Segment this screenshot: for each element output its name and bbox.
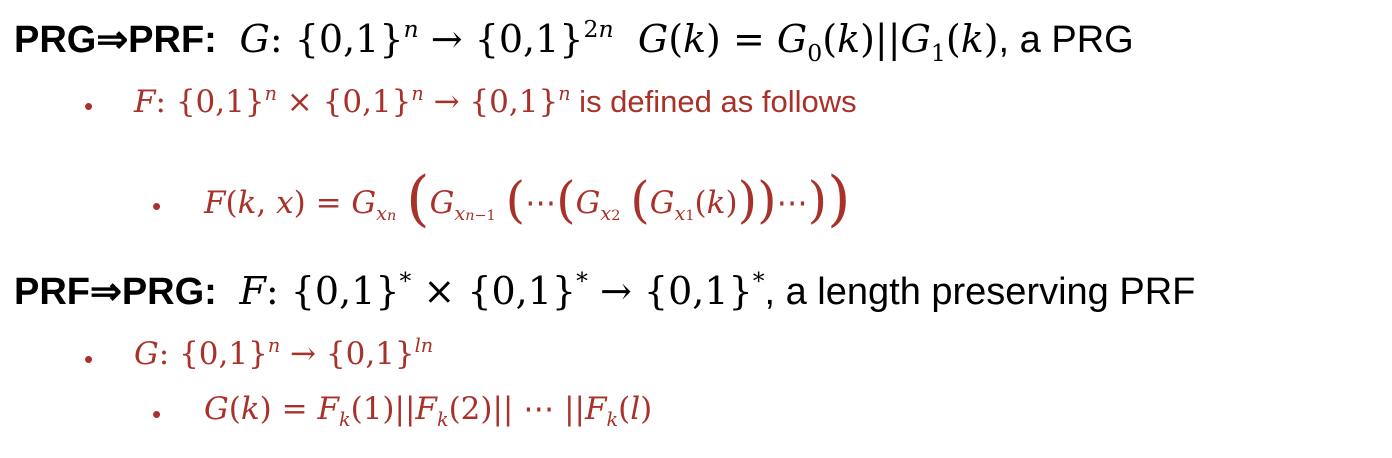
heading-suffix-prg: , a PRG: [998, 19, 1134, 61]
heading-label-prf-to-prg: PRF⇒PRG:: [14, 271, 217, 313]
bullet-dot: •: [84, 91, 94, 121]
heading-prg-to-prf: [14, 15, 1134, 67]
bullet-f-definition: [134, 82, 857, 120]
bullet-dot: •: [152, 399, 162, 429]
formula-f-nested: F(k, $x) = G_{xn}$ ($G_{xn-1}$ ($\cdots(G_{x2}$ $(G_{x1}(k)))\cdots$)): [204, 164, 851, 234]
bullet-f-text: is defined as follows: [570, 84, 857, 119]
heading-formula-prf: F: {0,1}* × {0,1}* → {0,1}*: [239, 267, 765, 313]
formula-g-definition: $G(k) = F_k(1)||F_k(2)||$ ⋯ $||F_k(l)$: [204, 391, 653, 432]
bullet-dot: •: [84, 344, 94, 374]
heading-label-prg-to-prf: PRG⇒PRF:: [14, 19, 217, 61]
formula-f-domain: F: $\{0,1\}^n \times \{0,1\}^n \to \{0,1\}^n$: [134, 82, 571, 120]
heading-suffix-prf: , a length preserving PRF: [764, 271, 1196, 313]
bullet-dot: •: [152, 191, 162, 221]
heading-prf-to-prg: [14, 267, 1196, 313]
heading-formula-prg: G: $\{0,1\}^n \to \{0,1\}^{2n}$ $G(k) = G_0(k)||G_1(k)$: [239, 15, 999, 67]
formula-g-domain: G: $\{0,1\}^n \to \{0,1\}^{ln}$: [134, 334, 434, 372]
